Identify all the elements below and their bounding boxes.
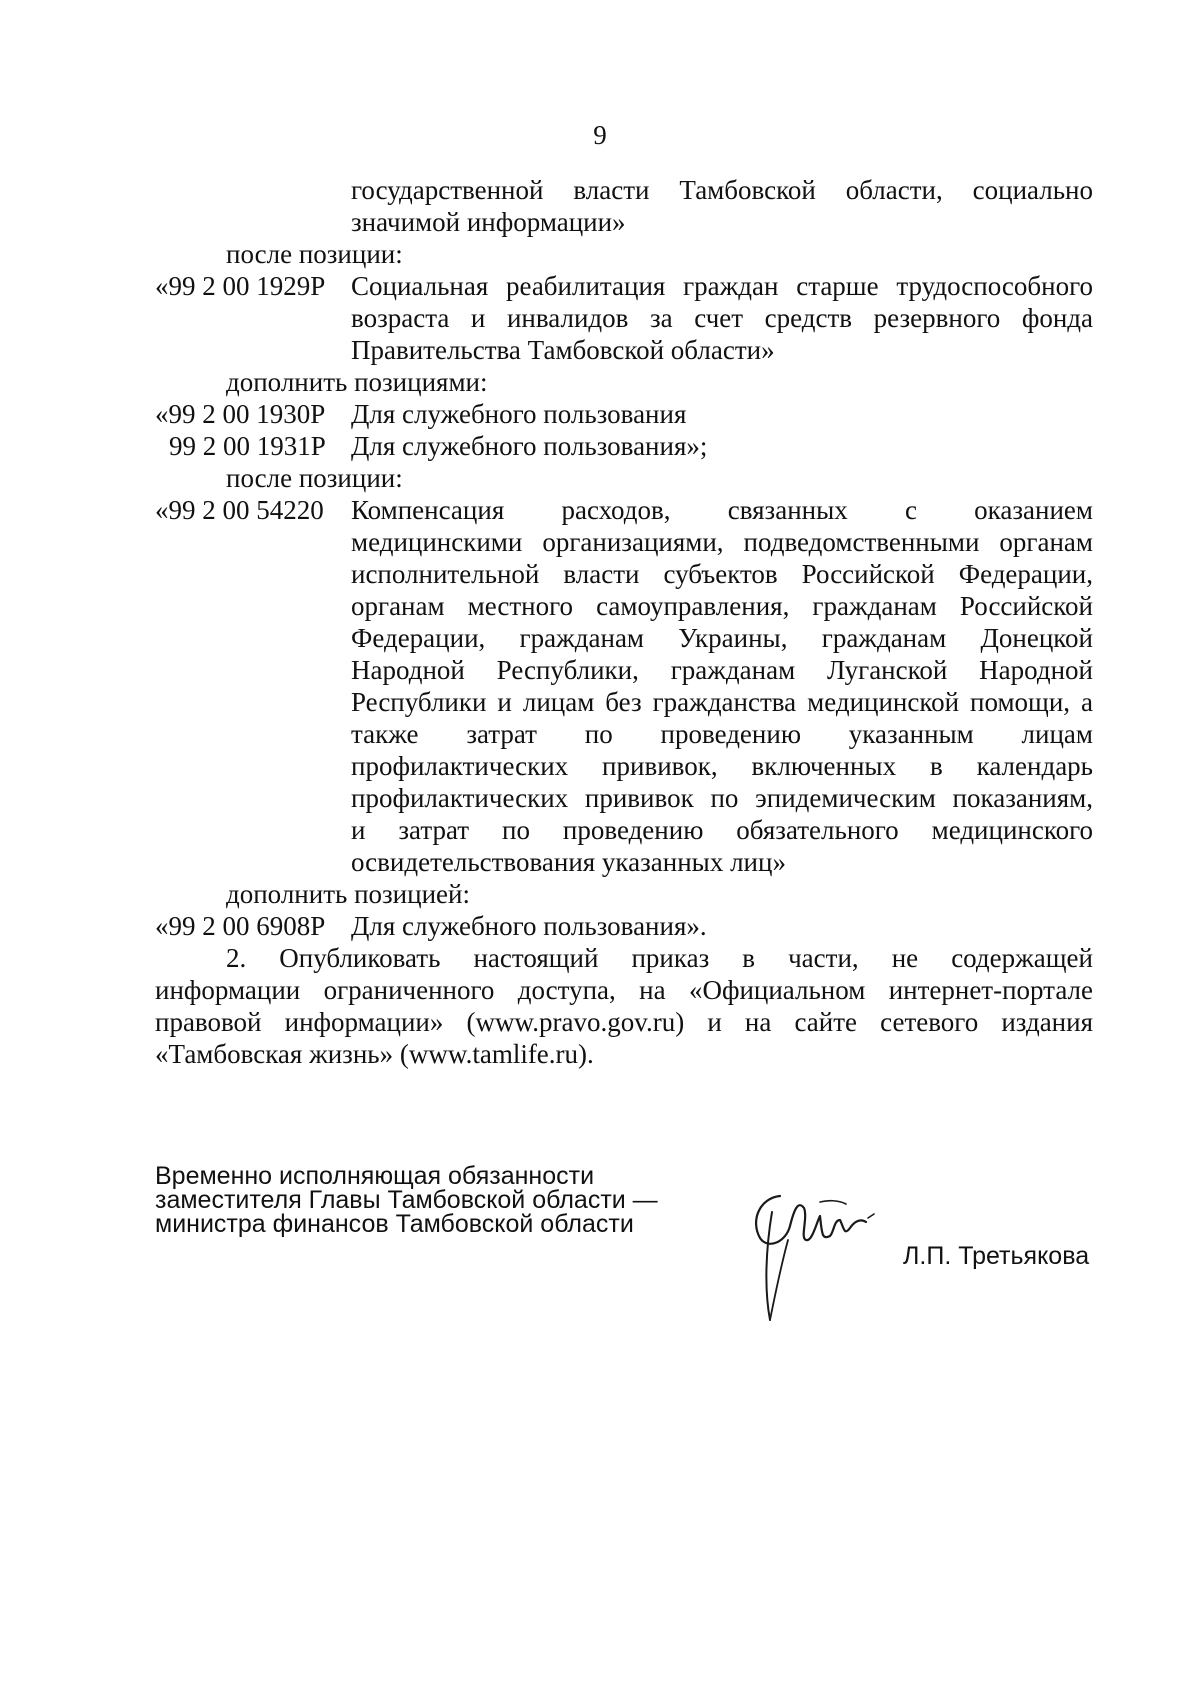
- add-positions-label: дополнить позициями:: [226, 367, 488, 397]
- block1-line1: государственной власти Тамбовской области, социально: [351, 175, 1093, 205]
- entry-1929-line1: Социальная реабилитация граждан старше трудоспособного: [351, 271, 1093, 301]
- block1-line2: значимой информации»: [351, 207, 626, 237]
- entry-54220-line: и затрат по проведению обязательного медицинского: [351, 815, 1093, 845]
- handwritten-signature: [742, 1178, 892, 1328]
- entry-54220-line: освидетельствования указанных лиц»: [351, 847, 786, 877]
- entry-54220-line: профилактических прививок, включенных в календарь: [351, 751, 1093, 781]
- entry-6908-text: Для служебного пользования».: [351, 911, 707, 941]
- entry-54220-code: «99 2 00 54220: [155, 495, 324, 525]
- entry-1931-code: 99 2 00 1931Р: [169, 431, 326, 461]
- entry-1930-text: Для служебного пользования: [351, 399, 687, 429]
- signatory-line2: заместителя Главы Тамбовской области —: [155, 1186, 658, 1214]
- signatory-line3: министра финансов Тамбовской области: [155, 1210, 634, 1238]
- after-position-label-1: после позиции:: [226, 239, 403, 269]
- after-position-label-2: после позиции:: [226, 463, 403, 493]
- entry-54220-line: Республики и лицам без гражданства медицинской помощи, а: [351, 687, 1093, 717]
- paragraph2-line4: «Тамбовская жизнь» (www.tamlife.ru).: [155, 1039, 594, 1069]
- page-number: 9: [593, 120, 607, 150]
- entry-54220-line: Федерации, гражданам Украины, гражданам Донецкой: [351, 623, 1093, 653]
- signatory-name: Л.П. Третьякова: [903, 1242, 1090, 1270]
- signatory-line1: Временно исполняющая обязанности: [155, 1162, 595, 1190]
- entry-54220-line: Народной Республики, гражданам Луганской Народной: [351, 655, 1093, 685]
- entry-54220-line: Компенсация расходов, связанных с оказанием: [351, 495, 1093, 525]
- entry-54220-line: органам местного самоуправления, гражданам Российской: [351, 591, 1093, 621]
- entry-54220-line: также затрат по проведению указанным лицам: [351, 719, 1093, 749]
- entry-54220-line: медицинскими организациями, подведомственными органам: [351, 527, 1093, 557]
- entry-1929-code: «99 2 00 1929Р: [155, 271, 326, 301]
- entry-1931-text: Для служебного пользования»;: [351, 431, 708, 461]
- entry-1930-code: «99 2 00 1930Р: [155, 399, 326, 429]
- entry-54220-line: профилактических прививок по эпидемическим показаниям,: [351, 783, 1093, 813]
- entry-6908-code: «99 2 00 6908Р: [155, 911, 326, 941]
- entry-1929-line3: Правительства Тамбовской области»: [351, 335, 775, 365]
- paragraph2-line2: информации ограниченного доступа, на «Официальном интернет-портале: [155, 975, 1093, 1005]
- paragraph2-line1: 2. Опубликовать настоящий приказ в части, не содержащей: [226, 943, 1093, 973]
- entry-54220-line: исполнительной власти субъектов Российской Федерации,: [351, 559, 1093, 589]
- add-position-label: дополнить позицией:: [226, 879, 470, 909]
- paragraph2-line3: правовой информации» (www.pravo.gov.ru) и на сайте сетевого издания: [155, 1007, 1093, 1037]
- entry-1929-line2: возраста и инвалидов за счет средств резервного фонда: [351, 303, 1093, 333]
